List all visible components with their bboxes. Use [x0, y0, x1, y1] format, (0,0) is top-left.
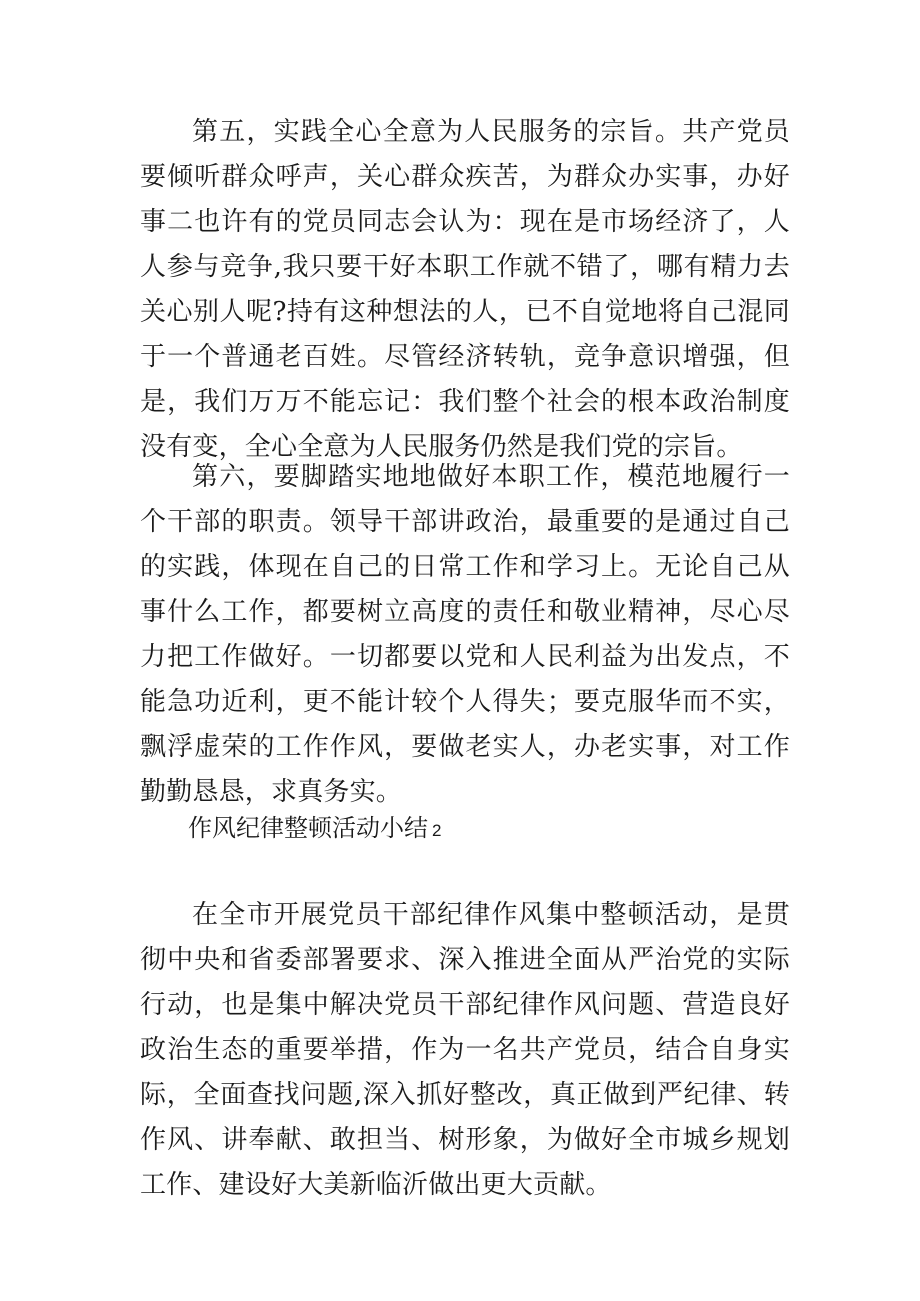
section-heading-number: 2 — [432, 821, 442, 840]
section-heading-text: 作风纪律整顿活动小结 — [188, 814, 428, 842]
paragraph-summary-intro: 在全市开展党员干部纪律作风集中整顿活动，是贯彻中央和省委部署要求、深入推进全面从严治党的实际行动，也是集中解决党员干部纪律作风问题、营造良好政治生态的重要举措，作为一名共产党员，结合自身实际，全面查找问题,深入抓好整改，真正做到严纪律、转作风、讲奉献、敢担当、树形象，为做好全市城乡规划工作、建设好大美新临沂做出更大贡献。 — [140, 900, 790, 1200]
paragraph-fifth-point: 第五，实践全心全意为人民服务的宗旨。共产党员要倾听群众呼声，关心群众疾苦，为群众办实事，办好事二也许有的党员同志会认为：现在是市场经济了，人人参与竞争,我只要干好本职工作就不错了，哪有精力去关心别人呢?持有这种想法的人，已不自觉地将自己混同于一个普通老百姓。尽管经济转轨，竞争意识增强，但是，我们万万不能忘记：我们整个社会的根本政治制度没有变，全心全意为人民服务仍然是我们党的宗旨。 — [140, 117, 790, 462]
section-heading — [140, 808, 790, 851]
paragraph-sixth-point: 第六，要脚踏实地地做好本职工作，模范地履行一个干部的职责。领导干部讲政治，最重要的是通过自己的实践，体现在自己的日常工作和学习上。无论自己从事什么工作，都要树立高度的责任和敬业精神，尽心尽力把工作做好。一切都要以党和人民利益为出发点，不能急功近利，更不能计较个人得失；要克服华而不实，飘浮虚荣的工作作风，要做老实人，办老实事，对工作勤勤恳恳，求真务实。 — [140, 462, 790, 807]
